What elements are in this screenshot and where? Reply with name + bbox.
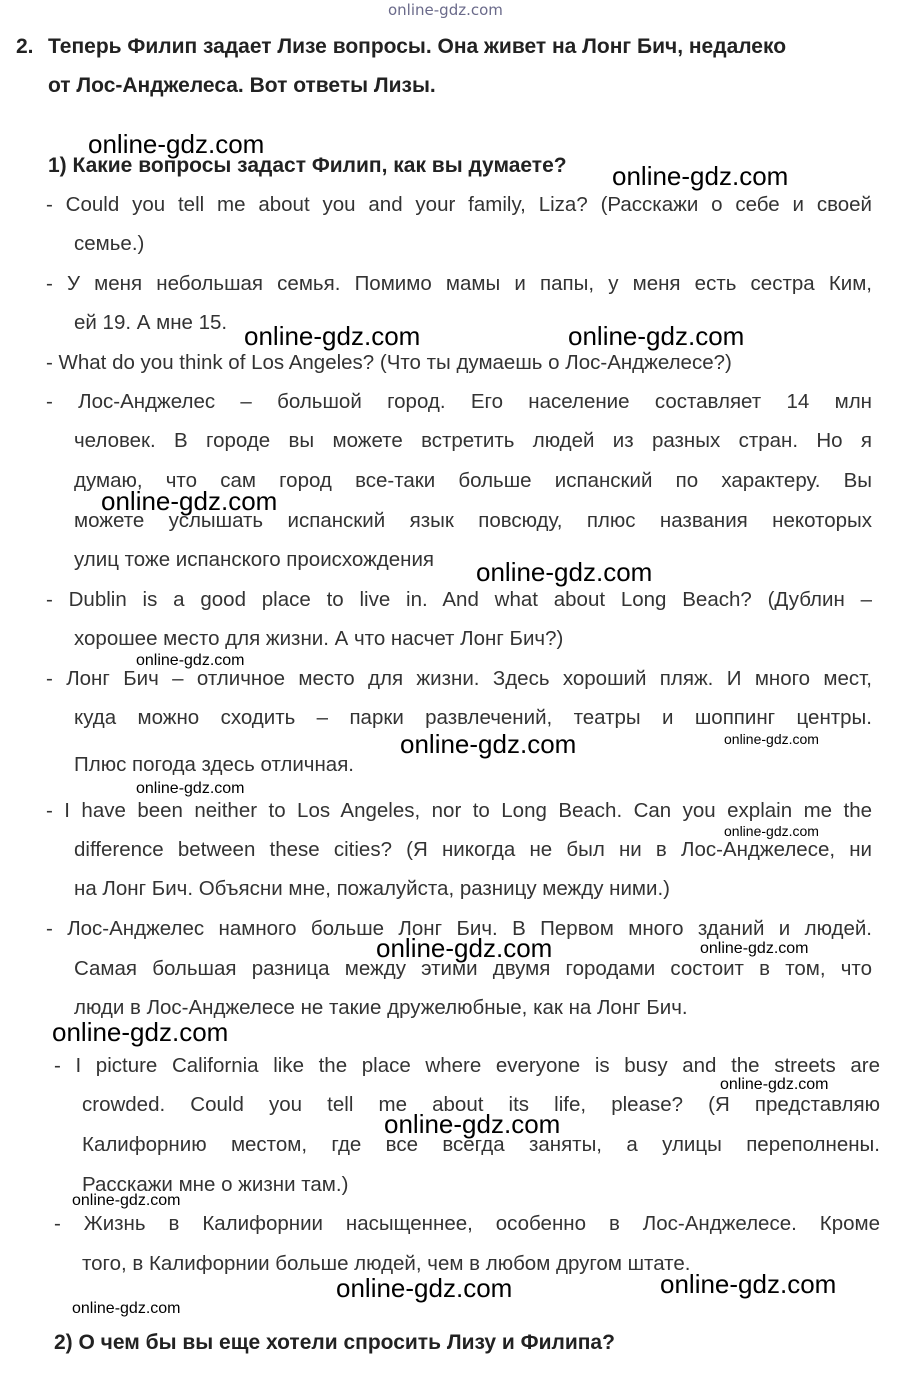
dialogue-line: можете услышать испанский язык повсюду, плюс названия некоторых xyxy=(74,509,872,532)
watermark: online-gdz.com xyxy=(568,321,745,351)
watermark: online-gdz.com xyxy=(376,933,553,963)
task-number: 2. xyxy=(16,35,34,58)
dialogue-line: crowded. Could you tell me about its life, please? (Я представляю xyxy=(82,1093,880,1116)
watermark: online-gdz.com xyxy=(476,557,653,587)
watermark: online-gdz.com xyxy=(101,486,278,516)
dialogue-line: - Лонг Бич – отличное место для жизни. Здесь хороший пляж. И много мест, xyxy=(46,667,872,690)
dialogue-line: - У меня небольшая семья. Помимо мамы и папы, у меня есть сестра Ким, xyxy=(46,272,872,295)
watermark: online-gdz.com xyxy=(724,823,819,839)
dialogue-line: человек. В городе вы можете встретить людей из разных стран. Но я xyxy=(74,429,872,452)
dialogue-line: того, в Калифорнии больше людей, чем в любом другом штате. xyxy=(82,1252,691,1275)
dialogue-line: difference between these cities? (Я никогда не был ни в Лос-Анджелесе, ни xyxy=(74,838,872,861)
dialogue-line: Расскажи мне о жизни там.) xyxy=(82,1173,349,1196)
watermark: online-gdz.com xyxy=(136,780,245,797)
dialogue-line: - Dublin is a good place to live in. And what about Long Beach? (Дублин – xyxy=(46,588,872,611)
dialogue-line: - I picture California like the place where everyone is busy and the streets are xyxy=(54,1054,880,1077)
watermark: online-gdz.com xyxy=(88,129,265,159)
dialogue-line: семье.) xyxy=(74,232,145,255)
dialogue-line: Плюс погода здесь отличная. xyxy=(74,753,354,776)
task-title-line2: от Лос-Анджелеса. Вот ответы Лизы. xyxy=(48,74,436,97)
question-1: 1) Какие вопросы задаст Филип, как вы думаете? xyxy=(48,154,567,177)
watermark: online-gdz.com xyxy=(660,1269,837,1299)
dialogue-line: Самая большая разница между этими двумя городами состоит в том, что xyxy=(74,957,872,980)
watermark: online-gdz.com xyxy=(72,1192,181,1209)
dialogue-line: хорошее место для жизни. А что насчет Лонг Бич?) xyxy=(74,627,564,650)
dialogue-line: куда можно сходить – парки развлечений, театры и шоппинг центры. xyxy=(74,706,872,729)
dialogue-line: - What do you think of Los Angeles? (Что ты думаешь о Лос-Анджелесе?) xyxy=(46,351,732,374)
watermark: online-gdz.com xyxy=(72,1300,181,1317)
watermark: online-gdz.com xyxy=(720,1076,829,1093)
watermark: online-gdz.com xyxy=(724,731,819,747)
dialogue-line: на Лонг Бич. Объясни мне, пожалуйста, разницу между ними.) xyxy=(74,877,670,900)
watermark: online-gdz.com xyxy=(136,652,245,669)
dialogue-line: - Could you tell me about you and your family, Liza? (Расскажи о себе и своей xyxy=(46,193,872,216)
watermark: online-gdz.com xyxy=(384,1109,561,1139)
dialogue-line: улиц тоже испанского происхождения xyxy=(74,548,435,571)
watermark: online-gdz.com xyxy=(612,161,789,191)
dialogue-line: - Жизнь в Калифорнии насыщеннее, особенно в Лос-Анджелесе. Кроме xyxy=(54,1212,880,1235)
dialogue-line: Калифорнию местом, где все всегда заняты, а улицы переполнены. xyxy=(82,1133,880,1156)
task-title-line1: Теперь Филип задает Лизе вопросы. Она живет на Лонг Бич, недалеко xyxy=(48,35,787,58)
dialogue-line: думаю, что сам город все-таки больше испанский по характеру. Вы xyxy=(74,469,872,492)
top-watermark: online-gdz.com xyxy=(388,1,503,19)
watermark: online-gdz.com xyxy=(52,1017,229,1047)
watermark: online-gdz.com xyxy=(244,321,421,351)
question-2: 2) О чем бы вы еще хотели спросить Лизу и Филипа? xyxy=(54,1331,615,1354)
dialogue-line: - Лос-Анджелес намного больше Лонг Бич. В Первом много зданий и людей. xyxy=(46,917,872,940)
watermark: online-gdz.com xyxy=(336,1273,513,1303)
dialogue-line: - Лос-Анджелес – большой город. Его население составляет 14 млн xyxy=(46,390,872,413)
dialogue-line: люди в Лос-Анджелесе не такие дружелюбные, как на Лонг Бич. xyxy=(74,996,688,1019)
dialogue-line: - I have been neither to Los Angeles, nor to Long Beach. Can you explain me the xyxy=(46,799,872,822)
watermark: online-gdz.com xyxy=(700,940,809,957)
watermark: online-gdz.com xyxy=(400,729,577,759)
dialogue-line: ей 19. А мне 15. xyxy=(74,311,228,334)
